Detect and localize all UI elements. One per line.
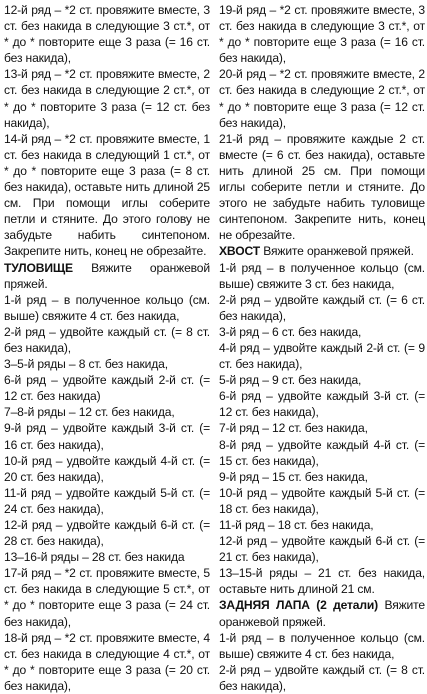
body-row-9: 9-й ряд – удвойте каждый 3-й ст. (= 16 ст. без накида), — [4, 421, 210, 452]
tail-row-2: 2-й ряд – удвойте каждый ст. (= 6 ст. без накида), — [219, 292, 425, 323]
hind-leg-section-heading: ЗАДНЯЯ ЛАПА (2 детали) — [219, 598, 379, 613]
tail-row-10: 10-й ряд – удвойте каждый 5-й ст. (= 18 ст. без накида), — [219, 485, 425, 516]
body-row-1: 1-й ряд – в полученное кольцо (см. выше) свяжите 4 ст. без накида, — [4, 292, 210, 323]
tail-section-note: Вяжите оранжевой пряжей. — [259, 244, 414, 259]
body-section-note: Вяжите оранжевой пряжей. — [4, 260, 210, 291]
tail-row-3: 3-й ряд – 6 ст. без накида, — [219, 324, 362, 339]
tail-row-11: 11-й ряд – 18 ст. без накида, — [219, 518, 374, 532]
body-row-6: 6-й ряд – удвойте каждый 2-й ст. (= 12 ст. без накида) — [4, 373, 210, 404]
tail-row-8: 8-й ряд – удвойте каждый 4-й ст. (= 15 ст. без накида), — [219, 437, 425, 468]
tail-row-9: 9-й ряд – 15 ст. без накида, — [219, 469, 368, 484]
tail-row-12: 12-й ряд – удвойте каждый 6-й ст. (= 21 ст. без накида), — [219, 534, 425, 565]
body-row-7-8: 7–8-й ряды – 12 ст. без накида, — [4, 405, 175, 420]
body-row-21: 21-й ряд – провяжите каждые 2 ст. вместе (= 6 ст. без накида), оставьте нить длиной 25 см. При помощи иглы соберите петли и стяните. До этого не забудьте набить туловище синтепоном. Закрепите нить, конец не обрезайте. — [219, 131, 425, 243]
tail-row-6: 6-й ряд – удвойте каждый 3-й ст. (= 12 ст. без накида), — [219, 389, 425, 420]
hind-leg-section-intro — [219, 597, 425, 629]
body-section-heading: ТУЛОВИЩЕ — [4, 260, 73, 275]
right-column — [219, 2, 425, 694]
hind-leg-row-2: 2-й ряд – удвойте каждый ст. (= 8 ст. без накида), — [219, 662, 425, 693]
row-14-text: 14-й ряд – *2 ст. провяжите вместе, 1 ст. без накида в следующий 1 ст.*, от * до * повторите еще 3 раза (= 8 ст. без накида), оставьте нить длиной 25 см. При помощи иглы соберите петли и стяните. До этого голову не забудьте набить синтепоном. Закрепите нить, конец не обрезайте. — [4, 131, 210, 259]
tail-row-1: 1-й ряд – в полученное кольцо (см. выше) свяжите 3 ст. без накида, — [219, 260, 425, 291]
tail-row-13-15: 13–15-й ряды – 21 ст. без накида, оставьте нить длиной 21 см. — [219, 566, 425, 597]
tail-row-7: 7-й ряд – 12 ст. без накида, — [219, 421, 368, 436]
body-row-11: 11-й ряд – удвойте каждый 5-й ст. (= 24 ст. без накида), — [4, 485, 210, 516]
tail-row-5: 5-й ряд – 9 ст. без накида, — [219, 373, 362, 388]
body-row-3-5: 3–5-й ряды – 8 ст. без накида, — [4, 357, 168, 372]
body-row-13-16: 13–16-й ряды – 28 ст. без накида — [4, 550, 185, 565]
body-row-10: 10-й ряд – удвойте каждый 4-й ст. (= 20 ст. без накида), — [4, 453, 210, 484]
body-row-2: 2-й ряд – удвойте каждый ст. (= 8 ст. без накида), — [4, 324, 210, 355]
body-section-intro — [4, 260, 210, 292]
body-row-19: 19-й ряд – *2 ст. провяжите вместе, 3 ст. без накида в следующие 3 ст.*, от * до * повторите еще 3 раза (= 16 ст. без накида), — [219, 3, 425, 66]
hind-leg-section-note: Вяжите оранжевой пряжей. — [219, 598, 425, 629]
body-row-17: 17-й ряд – *2 ст. провяжите вместе, 5 ст. без накида в следующие 5 ст.*, от * до * повторите еще 3 раза (= 24 ст. без накида), — [4, 566, 210, 629]
tail-section-heading: ХВОСТ — [219, 244, 260, 259]
body-row-18: 18-й ряд – *2 ст. провяжите вместе, 4 ст. без накида в следующие 4 ст.*, от * до * повторите еще 3 раза (= 20 ст. без накида), — [4, 630, 210, 693]
tail-row-4: 4-й ряд – удвойте каждый 2-й ст. (= 9 ст. без накида), — [219, 340, 425, 372]
body-row-20: 20-й ряд – *2 ст. провяжите вместе, 2 ст. без накида в следующие 2 ст.*, от * до * повторите еще 3 раза (= 12 ст. без накида), — [219, 67, 425, 130]
body-row-12: 12-й ряд – удвойте каждый 6-й ст. (= 28 ст. без накида), — [4, 518, 210, 549]
left-column — [4, 2, 210, 694]
row-13-text: 13-й ряд – *2 ст. провяжите вместе, 2 ст. без накида в следующие 2 ст.*, от * до * повторите 3 раза (= 12 ст. без накида), — [4, 67, 210, 130]
tail-section-intro — [219, 243, 425, 259]
row-12-text: 12-й ряд – *2 ст. провяжите вместе, 3 ст. без накида в следующие 3 ст.*, от * до * повторите еще 3 раза (= 16 ст. без накида), — [4, 3, 210, 66]
hind-leg-row-1: 1-й ряд – в полученное кольцо (см. выше) свяжите 4 ст. без накида, — [219, 630, 425, 661]
